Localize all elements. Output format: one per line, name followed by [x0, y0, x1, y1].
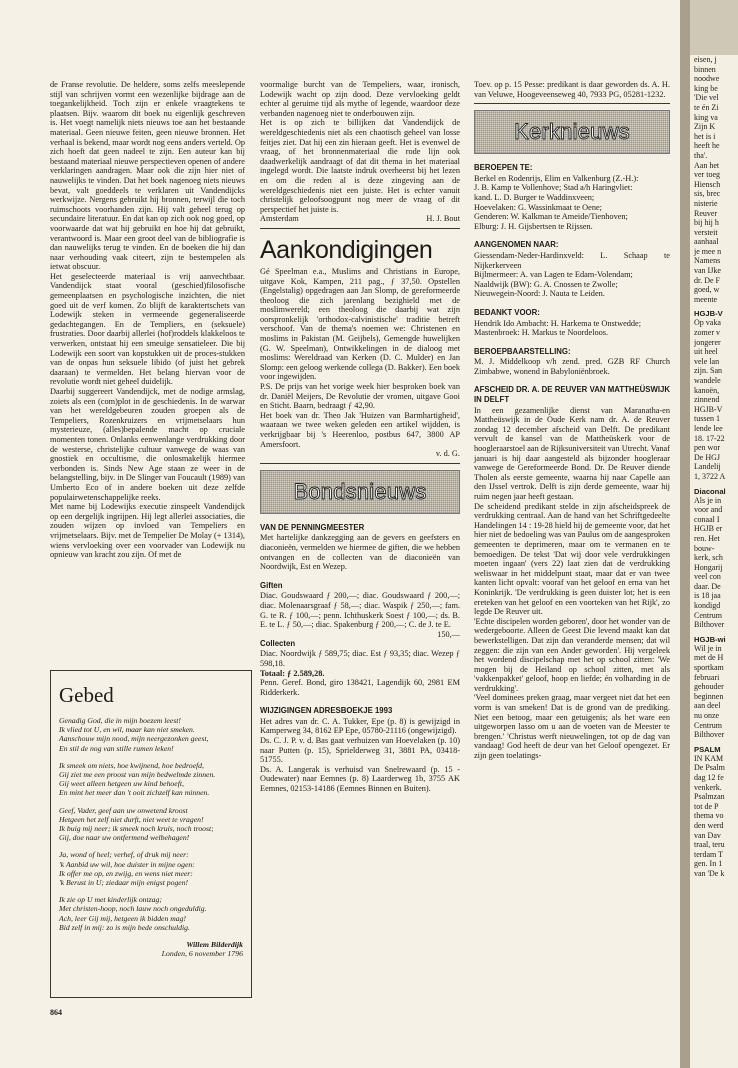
- fragment-line: is 18 jaa: [694, 591, 721, 601]
- fragment-heading: PSALM: [694, 744, 721, 754]
- fragment-line: tussen 1: [694, 414, 720, 424]
- afscheid-paragraph: De scheidend predikant stelde in zijn afscheidspreek de verdrukking centraal. Aan de hand van het Schriftgedeelte Handelingen 14 : 19-28 hield hij de gemeente voor, dat het hier niet de bedoeling was van Paulus om de aangesproken gemeenten te deprimeren, maar om te vermanen en te bemoedigen. De tekst 'Dat wij door vele verdrukkingen moeten ingaan' (vers 22) laat zien dat de verdrukking weliswaar in het middelpunt staat, maar dat er van twee kanten licht opvalt: vooraf van het geloof en erna van het Koninkrijk. 'De verdrukking is geen duister lot; het is een ereteken van het geloof en een voorteken van het Rijk', zo legde De Reuver uit.: [474, 501, 670, 617]
- fragment-line: Centrum: [694, 720, 722, 730]
- fragment-line: met de H: [694, 653, 724, 663]
- giften-text: Diac. Goudswaard ƒ 200,—; diac. Goudswaard ƒ 200,—; diac. Molenaarsgraaf ƒ 58,—; diac. Waspik ƒ 250,—; fam. G. te R. ƒ 100,—; penn. Ichthuskerk Soest ƒ 100,—; ds. B. E. te L. ƒ 50,—; diac. Spakenburg ƒ 200,—; C. de J. te E.: [260, 591, 460, 630]
- fragment-line: Wil je in: [694, 643, 722, 653]
- fragment-line: vele lan: [694, 356, 720, 366]
- fragment-line: sportkam: [694, 663, 724, 673]
- fragment-line: binnen: [694, 64, 716, 74]
- fragment-line: van Dav: [694, 830, 721, 840]
- list-item: Naaldwijk (BW): G. A. Cnossen te Zwolle;: [474, 279, 618, 289]
- fragment-line: voor and: [694, 505, 723, 515]
- list-item: Nieuwegein-Noord: J. Nauta te Leiden.: [474, 289, 605, 299]
- gebed-place-date: Londen, 6 november 1796: [161, 949, 243, 959]
- fragment-line: venkerk.: [694, 782, 722, 792]
- totaal: Totaal: ƒ 2.589,28.: [260, 668, 325, 678]
- gebed-title: Gebed: [59, 683, 114, 707]
- list-item: Berkel en Rodenrijs, Elim en Valkenburg (Z.-H.):: [474, 173, 639, 183]
- gebed-line: Aanschouw mijn nood, mijn neergezonken geest,: [59, 734, 209, 744]
- gebed-line: Ik zie op U met kinderlijk ontzag;: [59, 895, 162, 905]
- wijzigingen-paragraph: Ds. C. J. P. v. d. Bas gaat verhuizen van Hoevelaken (p. 10) naar Putten (p. 15), Sprielderweg 31, 3881 PA, 03418-51755.: [260, 736, 460, 765]
- aangenomen-heading: AANGENOMEN NAAR:: [474, 240, 559, 250]
- fragment-line: daar. De: [694, 581, 721, 591]
- gebed-author-block: [59, 940, 243, 959]
- gebed-line: Gij ziet me een proost van mijn bedwelmde zinnen.: [59, 770, 216, 780]
- fragment-line: meente: [694, 294, 718, 304]
- fragment-line: thema vo: [694, 811, 724, 821]
- beroepen-heading: BEROEPEN TE:: [474, 163, 533, 173]
- sign-name: H. J. Bout: [426, 214, 460, 224]
- list-item: J. B. Kamp te Vollenhove; Stad a/h Haringvliet:: [474, 183, 633, 193]
- fragment-line: Hiensch: [694, 179, 721, 189]
- fragment-line: versteit: [694, 227, 718, 237]
- aankondiging-paragraph: Het boek van dr. Theo Jak 'Huizen van Barmhartigheid', waaraan we twee weken geleden een artikel wijdden, is verkrijgbaar bij 's Heerenloo, postbus 647, 3800 AP Amersfoort.: [260, 410, 460, 449]
- gebed-line: 'k Aanbid uw wil, hoe duister in mijne ogen:: [59, 859, 195, 869]
- fragment-line: pen wor: [694, 443, 720, 453]
- fragment-line: dr. De F: [694, 275, 720, 285]
- fragment-line: wandele: [694, 376, 721, 385]
- review-paragraph: de Franse revolutie. De heldere, soms zelfs meeslepende stijl van schrijven vormt een wezenlijke bijdrage aan de toegankelijkheid. Toch zijn er enkele vraagtekens te plaatsen. Bijv. waarom dit boek nu eigenlijk geschreven is. Het voegt namelijk niets nieuws toe aan het bestaande materiaal. Geen nieuwe feiten, geen nieuwe bronnen. Het verhaal is bekend, maar wordt nog eens anders verteld. Op zich hoeft dat geen nadeel te zijn. Een auteur kan bij bestaand materiaal nieuwe perspectieven openen of andere verklaringen aandragen. Maar ook die zijn hier niet of nauwelijks te vinden. Dat het boek nagenoeg niets nieuws bevat, valt goeddeels te verklaren uit Vandendijcks werkwijze. Nergens gebruikt hij bronnen, terwijl die toch ruimschoots voorhanden zijn. Hij valt geheel terug op secundaire literatuur. En dat kan op zich ook nog goed, op voorwaarde dat wat hij gebruikt en hoe hij dat gebruikt, verantwoord is. Maar een groot deel van de bibliografie is dan nauwelijks terug te vinden. En de boeken die hij dan naar verhouding vaak citeert, zijn te bestempelen als ietwat obscuur.: [50, 80, 245, 272]
- fragment-line: HGJB er: [694, 524, 723, 534]
- gebed-line: Gij, doe naar uw ontfermend welbehagen!: [59, 833, 190, 843]
- gebed-line: Ach, leer Gij mij, hetgeen ik bidden mag!: [59, 913, 187, 923]
- list-item: Genderen: W. Kalkman te Ameide/Tienhoven;: [474, 212, 628, 222]
- fragment-line: conaal I: [694, 514, 720, 524]
- list-item: Hendrik Ido Ambacht: H. Harkema te Onstwedde;: [474, 318, 642, 328]
- column-1: [50, 80, 245, 560]
- fragment-line: zomer v: [694, 328, 720, 338]
- gebed-line: Hetgeen het zelf niet durft, niet weet te vragen!: [59, 814, 204, 824]
- divider: [260, 228, 460, 229]
- fragment-line: van 'De k: [694, 868, 725, 878]
- fragment-line: sis, brec: [694, 189, 721, 199]
- fragment-line: De HGJ: [694, 452, 720, 462]
- fragment-line: ren. Het: [694, 533, 720, 543]
- review-continuation: voormalige burcht van de Tempeliers, waar, ironisch, Lodewijk wacht op zijn dood. Deze vervloeking geldt echter al geruime tijd als mythe of legende, waardoor deze verbanden nagenoeg niet te onderbouwen zijn.: [260, 80, 460, 118]
- fragment-line: Bilthover: [694, 620, 725, 630]
- review-paragraph: Daarbij suggereert Vandendijck, met de nodige armslag, zoiets als een (com)plot in de geschiedenis. In de warwar van het wereldgebeuren zouden groepen als de Tempeliers, Rozenkruizers en vrijmetselaars hun mysterieuze, (alles)bepalende macht op cruciale momenten tonen. Onlanks eenwenlange verdrukking door de westerse, christelijke cultuur vanwege de waas van gnostiek en occultisme, die onlosmakelijk hiermee verbonden is. Sinds New Age staan ze weer in de belangstelling, bijv. in De Slinger van Foucault (1989) van Umberto Eco of in andere boeken uit deze zelfde populairwetenschappelijke reeks.: [50, 387, 245, 502]
- fragment-line: kerk, sch: [694, 553, 723, 563]
- fragment-line: noodwe: [694, 74, 720, 84]
- page-gutter: [680, 0, 690, 1068]
- gebed-stanza: [59, 761, 243, 798]
- aankondigingen-heading: Aankondigingen: [260, 235, 433, 264]
- gebed-line: 'k Berust in U; ziedaar mijn enigst pogen!: [59, 878, 189, 888]
- gebed-line: Ik smeek om niets, hoe kwijnend, hoe bedroefd,: [59, 760, 204, 770]
- collecten-paragraph: Diac. Noordwijk ƒ 589,75; diac. Est ƒ 93,35; diac. Wezep ƒ 598,18.: [260, 649, 460, 668]
- review-continuation: Het is op zich te billijken dat Vandendijck de wereldgeschiedenis niet als een chaotisch geheel van losse feitjes ziet. Dat hij een zin hieraan geeft. Het is evenwel de vraag, of het bronnenmateriaal die rode lijn ook daadwerkelijk aandraagt of dat dit thema in het materiaal ingelegd wordt. Die laatste indruk overheerst bij het lezen en om die reden al is deze zingeving aan de wereldgeschiedenis niet een juiste. Het is echter vanuit christelijk geloofsoogpunt nog meer de vraag of dit perspectief het juiste is.: [260, 118, 460, 214]
- fragment-line: Als je in: [694, 495, 722, 505]
- gebed-line: Gij weet alleen hetgeen uw kind behoeft,: [59, 779, 184, 789]
- fragment-line: kanoën,: [694, 385, 720, 395]
- fragment-line: dag 12 fe: [694, 772, 724, 782]
- fragment-line: Centrum: [694, 610, 722, 620]
- list-item: kand. L. D. Burger te Waddinxveen;: [474, 192, 595, 202]
- fragment-line: je mee n: [694, 246, 722, 256]
- gebed-line: Ik offer me op, en zwijg, en wens niet meer:: [59, 868, 193, 878]
- fragment-line: king be: [694, 83, 718, 93]
- fragment-line: gen. In 1: [694, 859, 723, 869]
- gebed-line: Ja, wond of heel; verhef, of druk mij neer:: [59, 850, 189, 860]
- fragment-line: beginnen: [694, 691, 724, 701]
- fragment-line: traal, teru: [694, 840, 725, 850]
- fragment-line: 'Die vel: [694, 93, 719, 103]
- list-item: Elburg: J. H. Gijsbertsen te Rijssen.: [474, 221, 593, 231]
- review-signature: [260, 214, 460, 224]
- fragment-line: goed, w: [694, 285, 720, 295]
- list-item: Giessendam-Neder-Hardinxveld: L. Schaap te Nijkerkerveen: [474, 250, 670, 270]
- fragment-line: Landelij: [694, 462, 721, 472]
- divider: [474, 103, 670, 104]
- column-3: [474, 80, 670, 761]
- fragment-line: zinnend: [694, 395, 720, 405]
- gebed-stanzas: [59, 716, 243, 932]
- fragment-line: tha'.: [694, 150, 708, 160]
- gebed-line: Genadig God, die in mijn boezem leest!: [59, 716, 181, 725]
- penningmeester-paragraph: Met hartelijke dankzegging aan de gevers en geefsters en diaconieën, vermelden we hiermee de giften, die we hebben ontvangen en de collecten van de diaconieën van Noordwijk, Est en Wezep.: [260, 533, 460, 572]
- fragment-line: Hongarij: [694, 562, 723, 572]
- afscheid-heading: AFSCHEID DR. A. DE REUVER VAN MATTHEÜSWIJK IN DELFT: [474, 385, 670, 405]
- fragment-line: 1, 3722 A: [694, 471, 726, 481]
- toevoeging-paragraph: Toev. op p. 15 Pesse: predikant is daar geworden ds. A. H. van Veluwe, Hoogeveenseweg 40, 7933 PG, 05281-1232.: [474, 80, 670, 99]
- gebed-stanza: [59, 806, 243, 843]
- fragment-heading: HGJB-wi: [694, 634, 726, 644]
- fragment-line: uit heel: [694, 347, 718, 357]
- gebed-stanza: [59, 895, 243, 932]
- fragment-line: Aan het: [694, 160, 720, 170]
- bedankt-heading: BEDANKT VOOR:: [474, 307, 540, 317]
- fragment-line: Op vaka: [694, 318, 721, 328]
- penn-address: Penn. Geref. Bond, giro 138421, Lagendijk 60, 2981 EM Ridderkerk.: [260, 678, 460, 697]
- wijzigingen-heading: WIJZIGINGEN ADRESBOEKJE 1993: [260, 706, 393, 716]
- fragment-heading: Diaconal: [694, 486, 726, 496]
- gebed-line: Bid zelf in mij: zo is mijn bede onschuldig.: [59, 922, 190, 932]
- collecten-heading: Collecten: [260, 638, 296, 648]
- aankondiging-paragraph: Gé Speelman e.a., Muslims and Christians in Europe, uitgave Kok, Kampen, 211 pag., ƒ 37,50. Opstellen (Engelstalig) opgedragen aan Jan Slomp, de gereformeerde theoloog die zich jarenlang bezighield met de moslimwereld; een theoloog die daarbij wat zijn oorspronkelijk 'orthodox-calvinistische' traditie betreft verschoof. Van de thema's noemen we: Christenen en moslims in Pakistan (M. Geijbels), Gemengde huwelijken (G. W. Speelman), Ontwikkelingen in de dialoog met moslims: Wereldraad van Kerken (D. C. Mulder) en Jan Slomp: een geloog werkende collega (D. Bakker). Een boek voor ingewijden.: [260, 266, 460, 382]
- gebed-author: Willem Bilderdijk: [186, 940, 243, 950]
- review-paragraph: Het geselecteerde materiaal is vrij aanvechtbaar. Vandendijck staat vooral (geschied)filosofische gemeenplaatsen en psychologische inzichten, die niet goed uit de verf komen. Zo blijft de karaktertschets van Lodewijk steken in vermeende gegeneraliseerde gedachtegangen. En de Templiers, en (seksuele) frustraties. Door daarbij allerlei (hof)roddels klakkeloos te verwerken, ontstaat hij een smeuïge sensatieleer. Die bij Lodewijk een soort van kopstukken uit de proces-stukken van de onpas hun seksuele libido (of juist het gebrek daaraan) te vermelden. Het belang hiervan voor de revolutie wordt niet geheel duidelijk.: [50, 271, 245, 387]
- fragment-line: IN KAM: [694, 753, 724, 763]
- page-number: 864: [50, 1008, 62, 1017]
- giften-heading: Giften: [260, 580, 283, 590]
- column-2: [260, 80, 460, 794]
- gebed-line: Ik vlied tot U, en wil, maar kan niet smeken.: [59, 725, 195, 735]
- fragment-line: jongerer: [694, 337, 721, 347]
- gebed-stanza: [59, 850, 243, 887]
- fragment-line: den werd: [694, 820, 724, 830]
- fragment-heading: HGJB-V: [694, 309, 723, 319]
- gebed-line: Geef, Vader, geef aan uw onwetend kroost: [59, 805, 188, 815]
- fragment-line: februari: [694, 672, 720, 682]
- fragment-line: eisen, j: [694, 55, 717, 64]
- gebed-line: En stil de nog van stille rumen leken!: [59, 743, 174, 753]
- adjacent-page-fragment: [690, 55, 738, 1068]
- bondsnieuws-banner: Bondsnieuws: [260, 470, 460, 514]
- fragment-line: aan deel: [694, 701, 721, 711]
- afscheid-paragraph: 'Echte discipelen worden geboren', door het wonder van de wedergeboorte. Alleen de Geest Die levend maakt kan dat bewerkstelligen. Dat zijn dan veranderde mensen; dat wil zeggen: die zijn van een Ander geworden'. Hij vergeleek het wordend discipelschap met het op school zitten: 'We mogen bij de Heiland op school zitten, met als 'vakkenpakket' geloof, hoop en liefde; én volharding in de verdrukking'.: [474, 616, 670, 693]
- fragment-line: gehouder: [694, 682, 724, 692]
- fragment-line: king va: [694, 112, 718, 122]
- fragment-line: HGJB-V: [694, 404, 723, 414]
- aankondiging-signature: v. d. G.: [435, 449, 460, 459]
- fragment-line: nisterie: [694, 198, 718, 208]
- fragment-line: 18. 17-22: [694, 433, 725, 443]
- fragment-line: heeft he: [694, 141, 720, 151]
- wijzigingen-paragraph: Het adres van dr. C. A. Tukker, Epe (p. 8) is gewijzigd in Kamperweg 34, 8162 EP Epe, 05780-21116 (ongewijzigd).: [260, 716, 460, 736]
- divider: [260, 463, 460, 464]
- list-item: Mastenbroek: H. Markus te Noordeloos.: [474, 328, 609, 338]
- fragment-line: lende lee: [694, 423, 723, 433]
- review-paragraph: Met name bij Lodewijks executie zinspeelt Vandendijck op een dergelijk ingrijpen. Hij legt allerlei associaties, die zouden wijzen op invloed van Tempeliers en vrijmetselaars. Bijv. met de Tempelier De Molay (+ 1314), wiens vervloeking over een voorvader van Lodewijk nu opnieuw van kracht zou zijn. Of met de: [50, 502, 245, 560]
- fragment-line: Bilthover: [694, 730, 725, 740]
- afscheid-paragraph: 'Veel dominees preken graag, maar vergeet niet dat het een vorm is van smeken! Dat is de grond van de prediking. Niet een betoog, maar een getuigenis; als het ware een uitgeworpen lasso om u aan de voeten van de Meester te brengen.' 'Christus werft nieuwelingen, tot op de dag van vandaag! God heeft de deur van het Geloof opengezet. Er zijn geen toelatings-: [474, 693, 670, 761]
- fragment-line: van IJke: [694, 266, 721, 276]
- afscheid-paragraph: In een gezamenlijke dienst van Maranatha-en Mattheüswijk in de Oude Kerk nam dr. A. de Reuver zondag 12 december afscheid van Delft. De predikant vervult de kansel van de Mattheüskerk voor de hoogleraarstoel aan de Rijksuniversiteit van Utrecht. Vanaf januari is hij daar aangesteld als bijzonder hoogleraar vanwege de Gereformeerde Bond. Dr. De Reuver diende Tholen als eerste gemeente, waarna hij naar Capelle aan den IJssel vertrok. Delft is zijn derde gemeente, waar hij ruim negen jaar heeft gestaan.: [474, 405, 670, 501]
- gebed-line: Met christen-hoop, noch lauw noch ongeduldig.: [59, 904, 207, 914]
- fragment-line: ver toeg: [694, 170, 720, 180]
- gebed-line: En mint het meer dan 't ooit zichzelf kan minnen.: [59, 788, 210, 798]
- wijzigingen-paragraph: Ds. A. Langerak is verhuisd van Snelrewaard (p. 15 - Oudewater) naar Eemnes (p. 8) Laarderweg 1b, 3755 AK Eemnes, 02153-14186 (Eemnes Binnen en Buiten).: [260, 764, 460, 794]
- beroepbaarstelling-paragraph: M. J. Middelkoop v/h zend. pred. GZB RF Church Zimbabwe, wonend in Babyloniënbroek.: [474, 357, 670, 376]
- giften-end: 150,—: [437, 629, 460, 639]
- fragment-line: De Psalm: [694, 763, 725, 773]
- fragment-line: aanhaal: [694, 237, 719, 247]
- aangenomen-list: [474, 251, 670, 299]
- fragment-line: bouw-: [694, 543, 715, 553]
- aankondiging-paragraph: P.S. De prijs van het vorige week hier besproken boek van dr. Daniël Meijers, De Revolutie der vromen, uitgave Gooi en Sticht. Baarn, bedraagt ƒ 42,90.: [260, 382, 460, 411]
- fragment-line: zijn. San: [694, 366, 722, 376]
- fragment-line: veel con: [694, 572, 721, 582]
- fragment-line: kondigd: [694, 601, 721, 611]
- fragment-line: terdam T: [694, 849, 723, 859]
- sign-place: Amsterdam: [260, 214, 299, 224]
- fragment-line: het is i: [694, 131, 716, 141]
- kerknieuws-banner: Kerknieuws: [474, 110, 670, 154]
- fragment-line: Psalmzan: [694, 792, 725, 802]
- list-item: Bijlmermeer: A. van Lagen te Edam-Volendam;: [474, 270, 633, 280]
- beroepen-list: [474, 174, 670, 232]
- fragment-line: bij hij h: [694, 218, 719, 228]
- penningmeester-heading: VAN DE PENNINGMEESTER: [260, 522, 365, 532]
- fragment-line: Namens: [694, 256, 721, 266]
- fragment-line: nu onze: [694, 711, 720, 720]
- fragment-line: Zijn K: [694, 122, 716, 132]
- gebed-line: Ik buig mij neer; ik smeek noch kruis, noch troost;: [59, 824, 214, 834]
- fragment-line: te én Zi: [694, 102, 719, 112]
- bedankt-list: [474, 319, 670, 338]
- list-item: Hoevelaken: G. Wassinkmaat te Oene;: [474, 202, 602, 212]
- giften-paragraph: [260, 591, 460, 639]
- beroepbaarstelling-heading: BEROEPBAARSTELLING:: [474, 346, 571, 356]
- fragment-line: Reuver: [694, 208, 718, 218]
- gebed-box: [50, 670, 252, 998]
- gebed-stanza: [59, 716, 243, 753]
- fragment-line: tot de P: [694, 801, 719, 811]
